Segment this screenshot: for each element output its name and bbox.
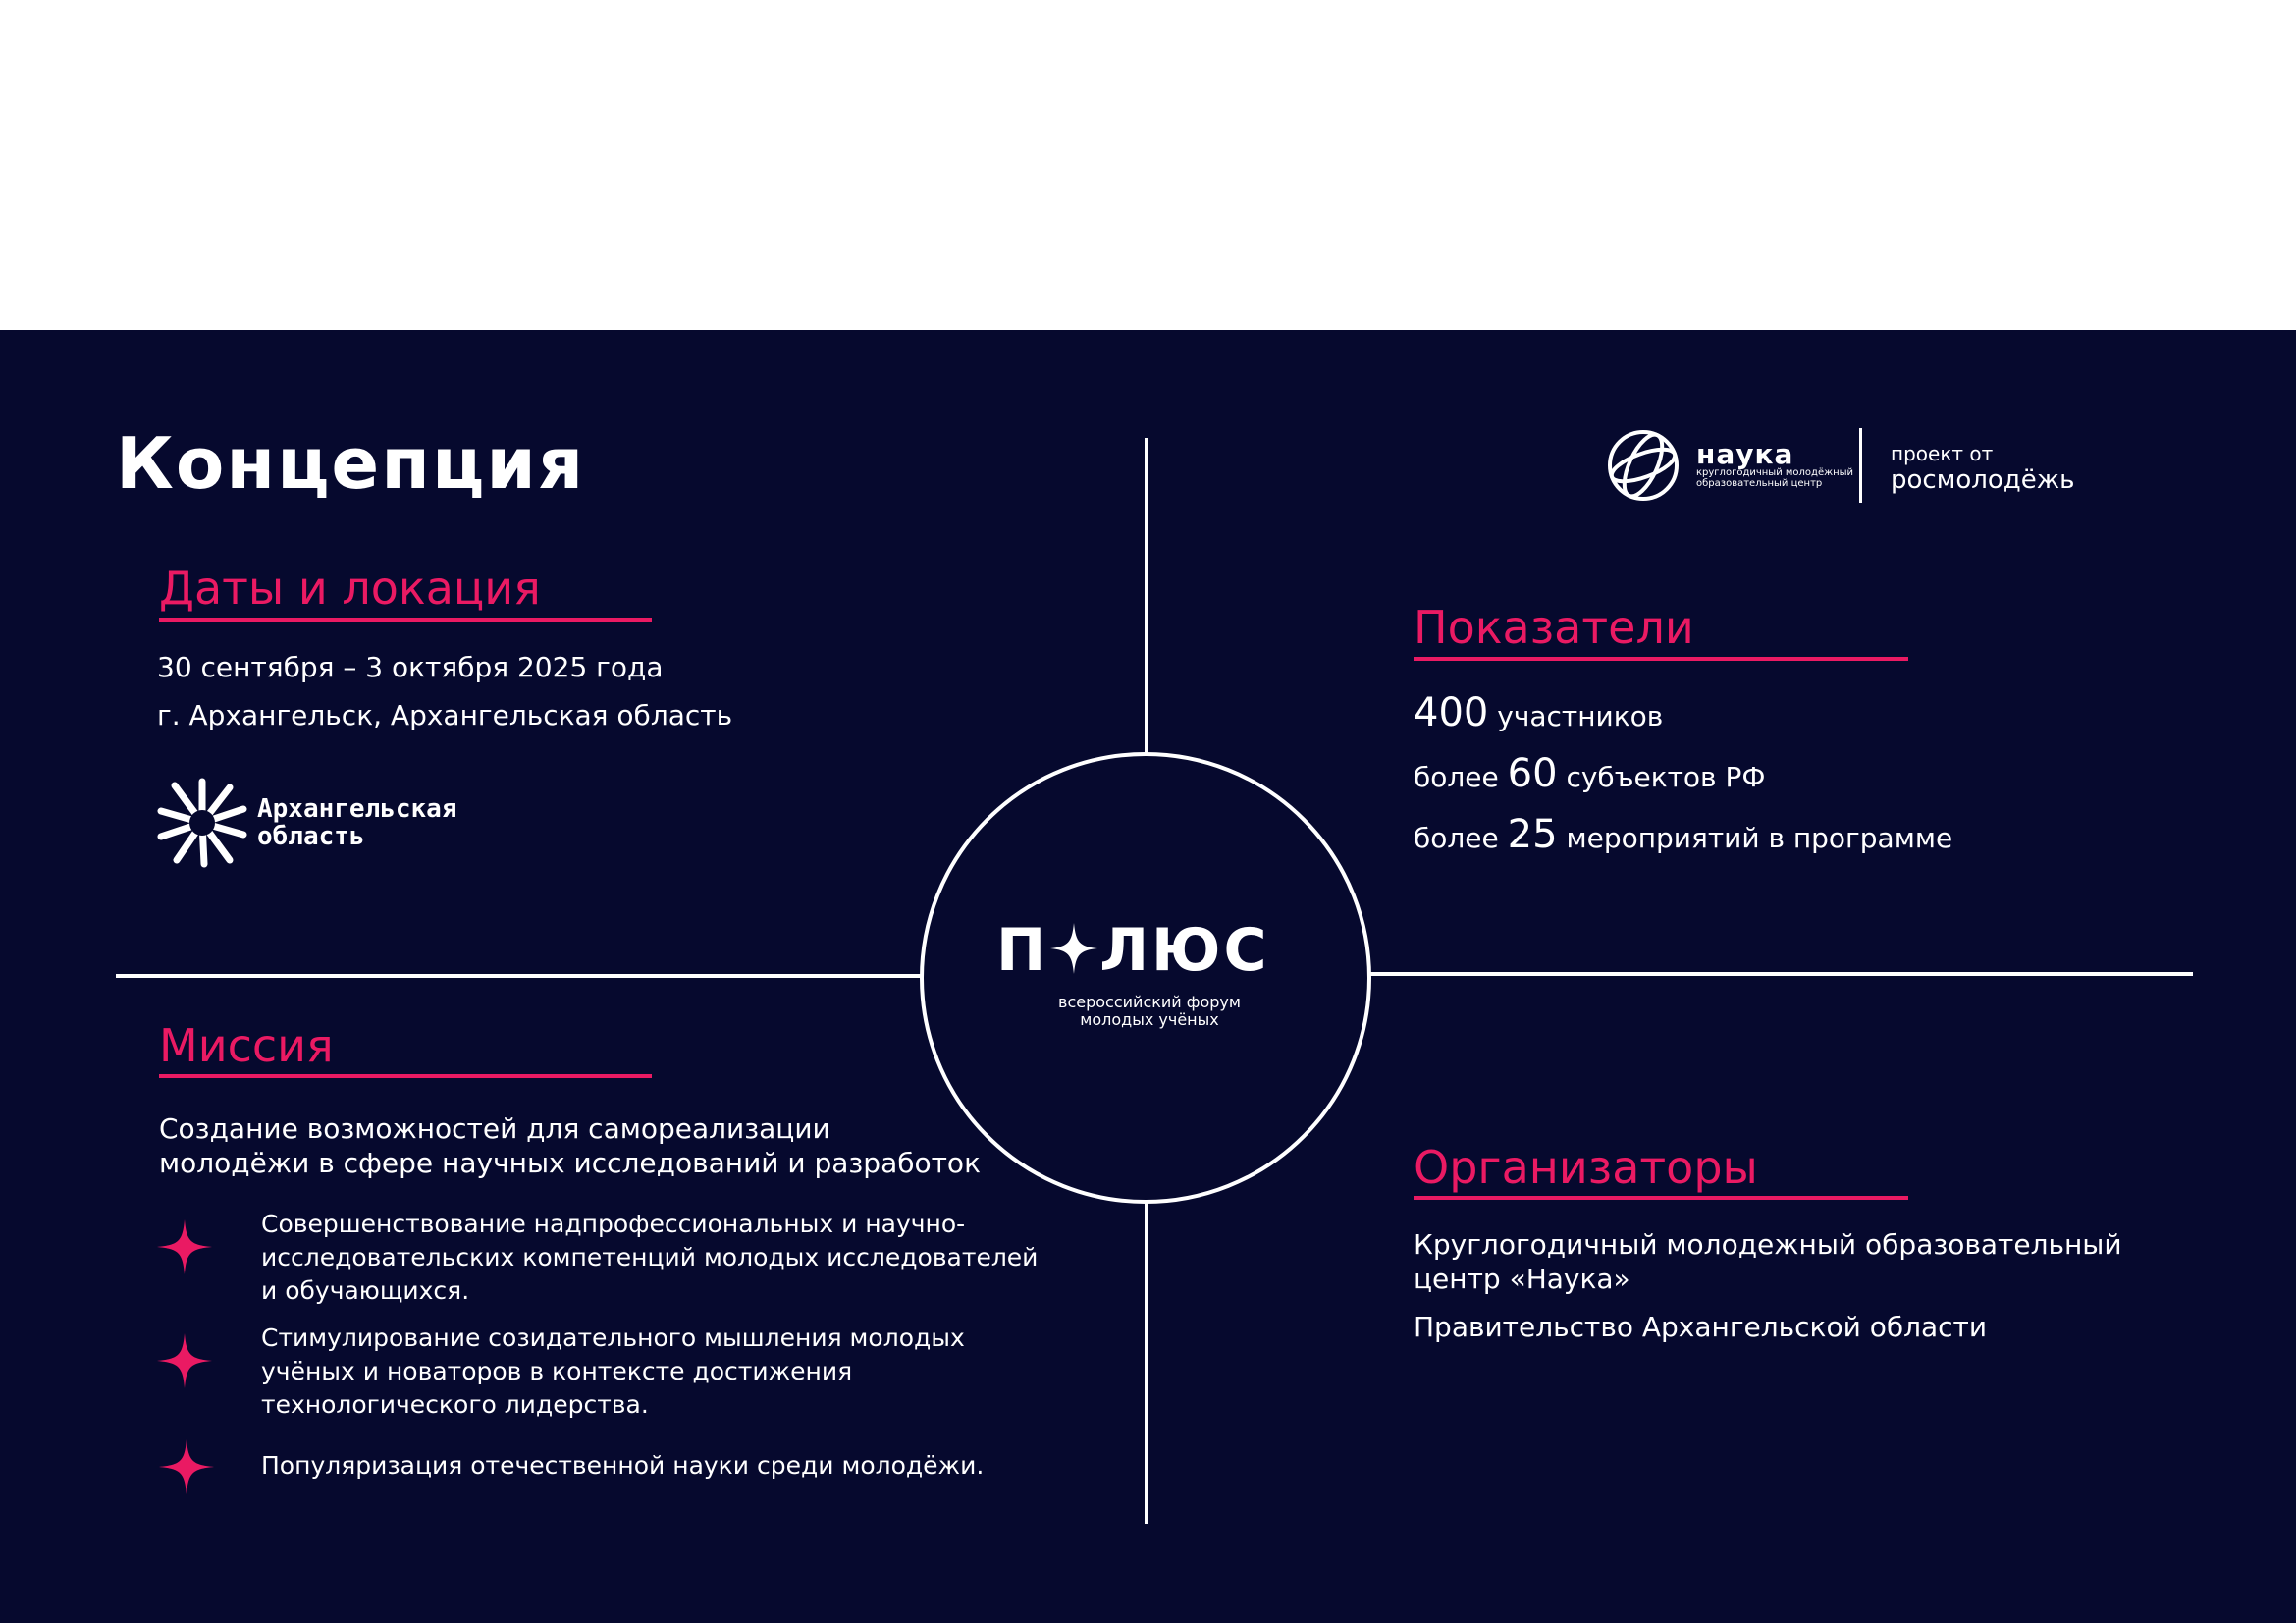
arkhangelsk-region-logo [157,778,471,876]
organizers-heading: Организаторы [1414,1141,1758,1194]
organizer-nauka [1414,1227,2122,1296]
bullet-line: учёных и новаторов в контексте достижения [261,1357,853,1385]
star-icon [1050,923,1097,974]
indicators-heading: Показатели [1414,601,1694,654]
indicator-item: более 60 субъектов РФ [1414,751,1766,796]
page-title: Концепция [116,422,586,505]
nauka-sub1: круглогодичный молодёжный [1696,467,1854,478]
bullet-line: технологического лидерства. [261,1390,649,1419]
indicator-number: 400 [1414,690,1489,735]
polus-subtitle-line1: всероссийский форум [1058,993,1241,1011]
project-name: росмолодёжь [1891,465,2075,495]
sunburst-icon [157,778,247,868]
region-logo-line2: область [257,822,365,851]
polus-logo [996,916,1303,985]
polus-logo-part2: ЛЮС [1099,916,1270,985]
horizontal-divider-right [1368,972,2193,976]
dates-line: 30 сентября – 3 октября 2025 года [157,651,664,683]
nauka-partner-logo [1606,428,2116,511]
sparkle-icon [157,1219,212,1274]
dates-heading: Даты и локация [159,562,541,615]
indicator-number: 25 [1507,812,1558,857]
sparkle-icon [159,1439,214,1494]
bullet-line: исследовательских компетенций молодых исследователей [261,1243,1039,1271]
logo-separator [1859,428,1862,503]
mission-heading: Миссия [159,1019,334,1072]
sparkle-icon [157,1333,212,1388]
mission-intro-line1: Создание возможностей для самореализации [159,1112,830,1145]
mission-intro [159,1111,981,1180]
dates-heading-underline [159,618,652,622]
mission-intro-line2: молодёжи в сфере научных исследований и разработок [159,1147,981,1179]
project-label: проект от [1891,442,1994,465]
region-logo-line1: Архангельская [257,794,457,824]
indicators-heading-underline [1414,657,1908,661]
nauka-sub2: образовательный центр [1696,478,1823,489]
bullet-line: Популяризация отечественной науки среди молодёжи. [261,1451,985,1480]
bullet-line: и обучающихся. [261,1276,470,1305]
bullet-line: Стимулирование созидательного мышления молодых [261,1324,965,1352]
indicator-item: более 25 мероприятий в программе [1414,812,1953,857]
polus-subtitle-line2: молодых учёных [1080,1010,1219,1029]
center-logo-circle [920,752,1371,1204]
organizer-government: Правительство Архангельской области [1414,1311,1988,1343]
indicator-number: 60 [1507,751,1558,796]
vertical-divider-bottom [1145,1200,1148,1524]
vertical-divider-top [1145,438,1148,754]
nauka-name: наука [1696,438,1794,470]
globe-icon [1606,428,1681,503]
concept-panel [0,330,2296,1623]
indicator-item: 400 участников [1414,690,1664,735]
mission-heading-underline [159,1074,652,1078]
polus-subtitle [963,994,1336,1029]
organizer-line: Круглогодичный молодежный образовательный [1414,1228,2122,1261]
organizer-line: центр «Наука» [1414,1263,1630,1295]
bullet-line: Совершенствование надпрофессиональных и научно- [261,1210,966,1238]
location-line: г. Архангельск, Архангельская область [157,699,733,731]
horizontal-divider-left [116,974,923,978]
polus-logo-part1: П [996,916,1049,985]
organizers-heading-underline [1414,1196,1908,1200]
